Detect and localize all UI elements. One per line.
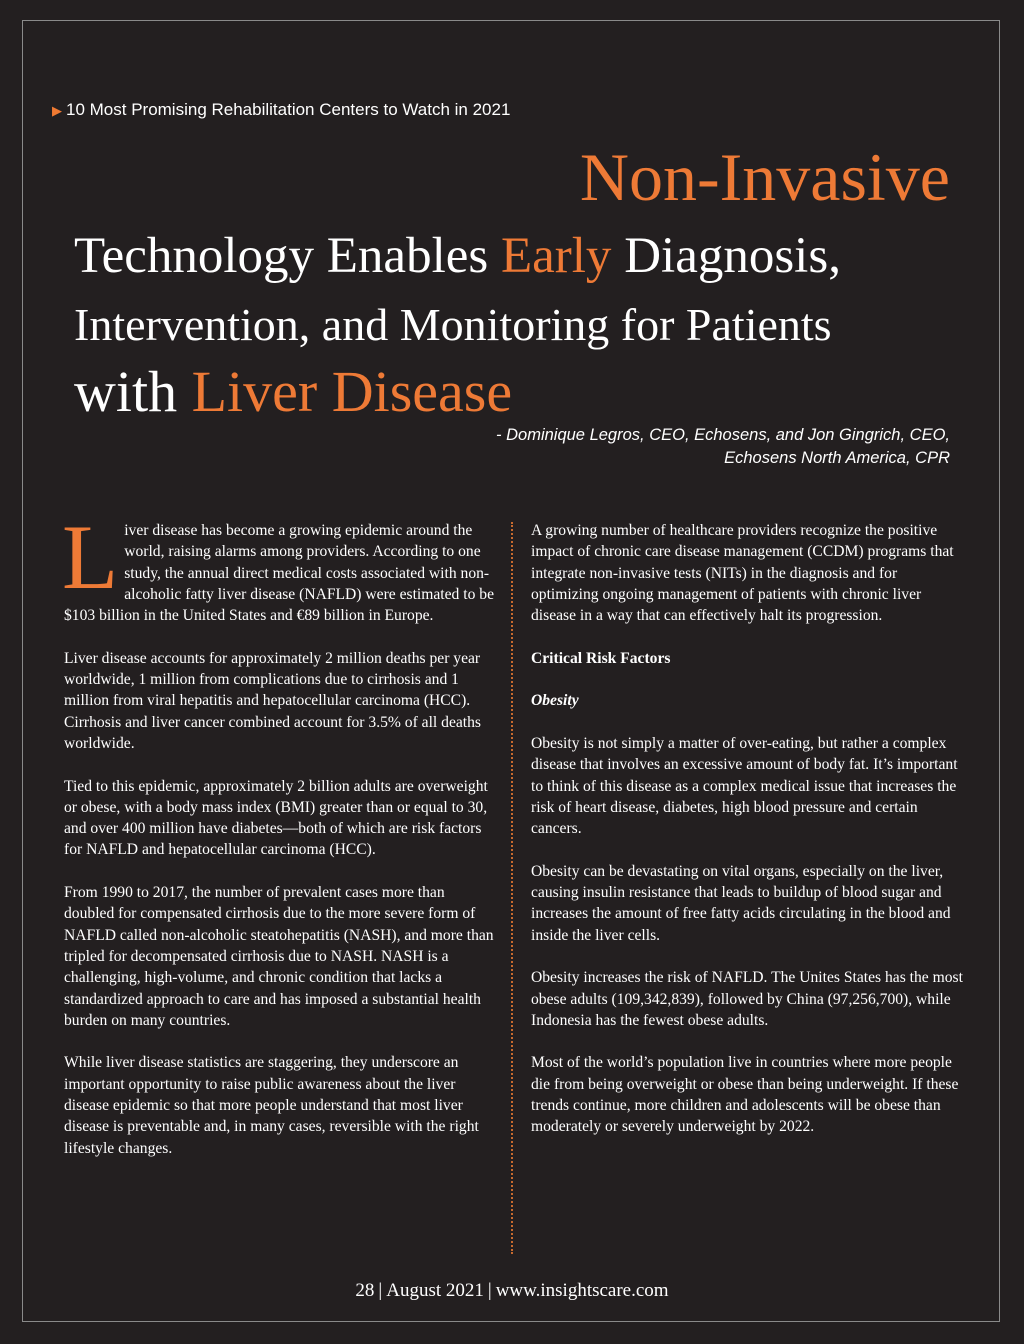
right-paragraph-2: Obesity is not simply a matter of over-eating, but rather a complex disease that involves an excessive amount of body fat. It’s important to think of this disease as a complex medical issue that increases the risk of heart disease, diabetes, high blood pressure and certain cancers.	[531, 734, 958, 838]
left-column	[62, 506, 496, 1180]
left-paragraph-4: From 1990 to 2017, the number of prevalent cases more than doubled for compensated cirrhosis due to the more severe form of NAFLD called non-alcoholic steatohepatitis (NASH), and more than tripled for decompensated cirrhosis due to NASH. NASH is a challenging, high-volume, and chronic condition that lacks a standardized approach to care and has imposed a substantial health burden on many countries.	[64, 884, 494, 1029]
right-paragraph-3: Obesity can be devastating on vital organs, especially on the liver, causing insulin resistance that leads to buildup of blood sugar and increases the amount of free fatty acids circulating in the blood and inside the liver cells.	[531, 862, 951, 944]
subheading-obesity: Obesity	[531, 692, 579, 710]
footer-separator: |	[378, 1280, 383, 1301]
byline-line-1: - Dominique Legros, CEO, Echosens, and Jon Gingrich, CEO,	[496, 426, 950, 444]
footer-separator: |	[487, 1280, 492, 1301]
right-paragraph-1: A growing number of healthcare providers recognize the positive impact of chronic care disease management (CCDM) programs that integrate non-invasive tests (NITs) in the diagnosis and for optimizing ongoing management of patients with chronic liver disease in a way that can effectively halt its progression.	[531, 522, 954, 625]
left-paragraph-2: Liver disease accounts for approximately 2 million deaths per year worldwide, 1 million from complications due to cirrhosis and 1 million from viral hepatitis and hepatocellular carcinoma (HCC). Cirrhosis and liver cancer combined account for 3.5% of all deaths worldwide.	[64, 649, 481, 752]
left-paragraph-1-text: iver disease has become a growing epidemic around the world, raising alarms among providers. According to one study, the annual direct medical costs associated with non-alcoholic fatty liver disease (NAFLD) were estimated to be $103 billion in the United States and €89 billion in Europe.	[64, 522, 494, 625]
kicker-text: 10 Most Promising Rehabilitation Centers to Watch in 2021	[66, 100, 511, 119]
page-number: 28	[355, 1280, 375, 1301]
headline-line-1: Non-Invasive	[579, 139, 950, 215]
right-column	[531, 520, 963, 1159]
headline-highlight-liver-disease: Liver Disease	[191, 359, 513, 424]
headline-line-3: Intervention, and Monitoring for Patients	[74, 299, 832, 350]
left-paragraph-1	[62, 506, 496, 626]
subheading-critical-risk-factors: Critical Risk Factors	[531, 649, 671, 667]
left-paragraph-3: Tied to this epidemic, approximately 2 billion adults are overweight or obese, with a body mass index (BMI) greater than or equal to 30, and over 400 million have diabetes—both of which are risk factors for NAFLD and hepatocellular carcinoma (HCC).	[64, 777, 488, 859]
author-byline	[350, 424, 950, 470]
headline-line-2-text-c: Diagnosis,	[611, 228, 841, 284]
page-footer	[0, 1280, 1024, 1302]
headline-line-4	[74, 360, 512, 424]
headline-line-2-text-a: Technology Enables	[74, 228, 501, 284]
issue-date: August 2021	[386, 1280, 484, 1301]
byline-line-2: Echosens North America, CPR	[724, 449, 950, 467]
section-kicker	[52, 100, 510, 120]
headline-line-4-text-a: with	[74, 359, 192, 424]
headline-line-2	[74, 228, 841, 284]
triangle-right-icon: ▶	[52, 103, 62, 118]
right-paragraph-4: Obesity increases the risk of NAFLD. The Unites States has the most obese adults (109,342,839), followed by China (97,256,700), while Indonesia has the fewest obese adults.	[531, 969, 963, 1029]
drop-cap: L	[62, 506, 119, 608]
website-url[interactable]: www.insightscare.com	[495, 1280, 669, 1301]
column-divider	[511, 522, 513, 1254]
right-paragraph-5: Most of the world’s population live in countries where more people die from being overweight or obese than being underweight. If these trends continue, more children and adolescents will be obese than moderately or severely underweight by 2022.	[531, 1054, 959, 1136]
left-paragraph-5: While liver disease statistics are staggering, they underscore an important opportunity to raise public awareness about the liver disease epidemic so that more people understand that most liver disease is preventable and, in many cases, reversible with the right lifestyle changes.	[64, 1054, 479, 1157]
headline-highlight-early: Early	[500, 228, 612, 284]
